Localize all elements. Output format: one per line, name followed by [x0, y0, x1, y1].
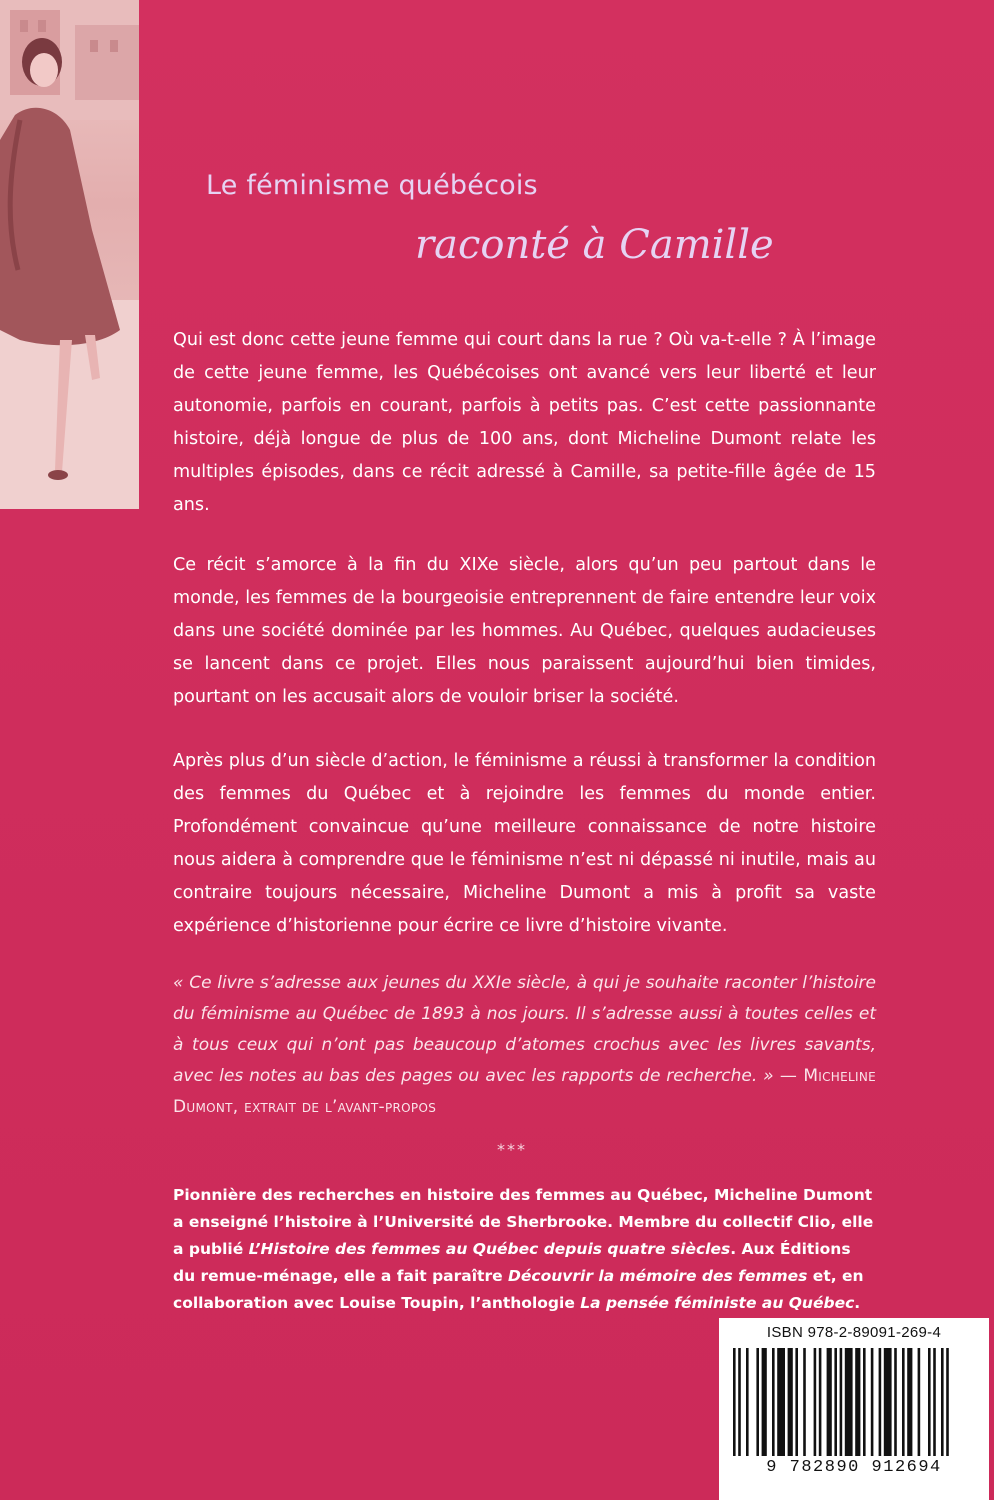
quote-attribution: — Micheline Dumont, extrait de l’avant-propos	[173, 1066, 876, 1117]
isbn-barcode-box	[719, 1318, 989, 1500]
bio-book-2: Découvrir la mémoire des femmes	[508, 1267, 808, 1285]
author-bio	[173, 1182, 876, 1317]
isbn-label: ISBN 978-2-89091-269-4	[766, 1324, 942, 1341]
running-woman-photo	[0, 0, 139, 509]
title-line-2: raconté à Camille	[415, 222, 774, 268]
bio-part-2: . Aux Éditions du remue-ménage, elle a fait paraître	[173, 1240, 851, 1285]
separator: ***	[497, 1140, 527, 1159]
paragraph-2: Ce récit s’amorce à la fin du XIXe siècle, alors qu’un peu partout dans le monde, les femmes de la bourgeoisie entreprennent de faire entendre leur voix dans une société dominée par les hommes. Au Québec, quelques audacieuses se lancent dans ce projet. Elles nous paraissent aujourd’hui bien timides, pourtant on les accusait alors de vouloir briser la société.	[173, 555, 876, 707]
paragraph-1: Qui est donc cette jeune femme qui court dans la rue ? Où va-t-elle ? À l’image de cette jeune femme, les Québécoises ont avancé vers leur liberté et leur autonomie, parfois en courant, parfois à petits pas. C’est cette passionnante histoire, déjà longue de plus de 100 ans, dont Micheline Dumont relate les multiples épisodes, dans ce récit adressé à Camille, sa petite-fille âgée de 15 ans.	[173, 330, 876, 515]
bio-book-3: La pensée féministe au Québec	[580, 1294, 855, 1312]
bio-book-1: L’Histoire des femmes au Québec depuis quatre siècles	[248, 1240, 731, 1258]
author-quote	[173, 968, 876, 1123]
paragraph-3: Après plus d’un siècle d’action, le féminisme a réussi à transformer la condition des femmes du Québec et à rejoindre les femmes du monde entier. Profondément convaincue qu’une meilleure connaissance de notre histoire nous aidera à comprendre que le féminisme n’est ni dépassé ni inutile, mais au contraire toujours nécessaire, Micheline Dumont a mis à profit sa vaste expérience d’historienne pour écrire ce livre d’histoire vivante.	[173, 751, 876, 936]
bio-part-3: et, en collaboration avec Louise Toupin, l’anthologie	[173, 1267, 864, 1312]
title-line-1: Le féminisme québécois	[206, 170, 538, 201]
isbn-digits: 9 782890 912694	[766, 1458, 942, 1477]
cover-photo	[0, 0, 139, 509]
quote-text: « Ce livre s’adresse aux jeunes du XXIe siècle, à qui je souhaite raconter l’histoire du féminisme au Québec de 1893 à nos jours. Il s’adresse aussi à toutes celles et à tous ceux qui n’ont pas beaucoup d’atomes crochus avec les livres savants, avec les notes au bas des pages ou avec les rapports de recherche. »	[173, 973, 876, 1086]
bio-part-4: .	[854, 1294, 861, 1312]
barcode-icon	[733, 1348, 975, 1456]
bio-part-1: Pionnière des recherches en histoire des femmes au Québec, Micheline Dumont a enseigné l’histoire à l’Université de Sherbrooke. Membre du collectif Clio, elle a publié	[173, 1186, 874, 1258]
